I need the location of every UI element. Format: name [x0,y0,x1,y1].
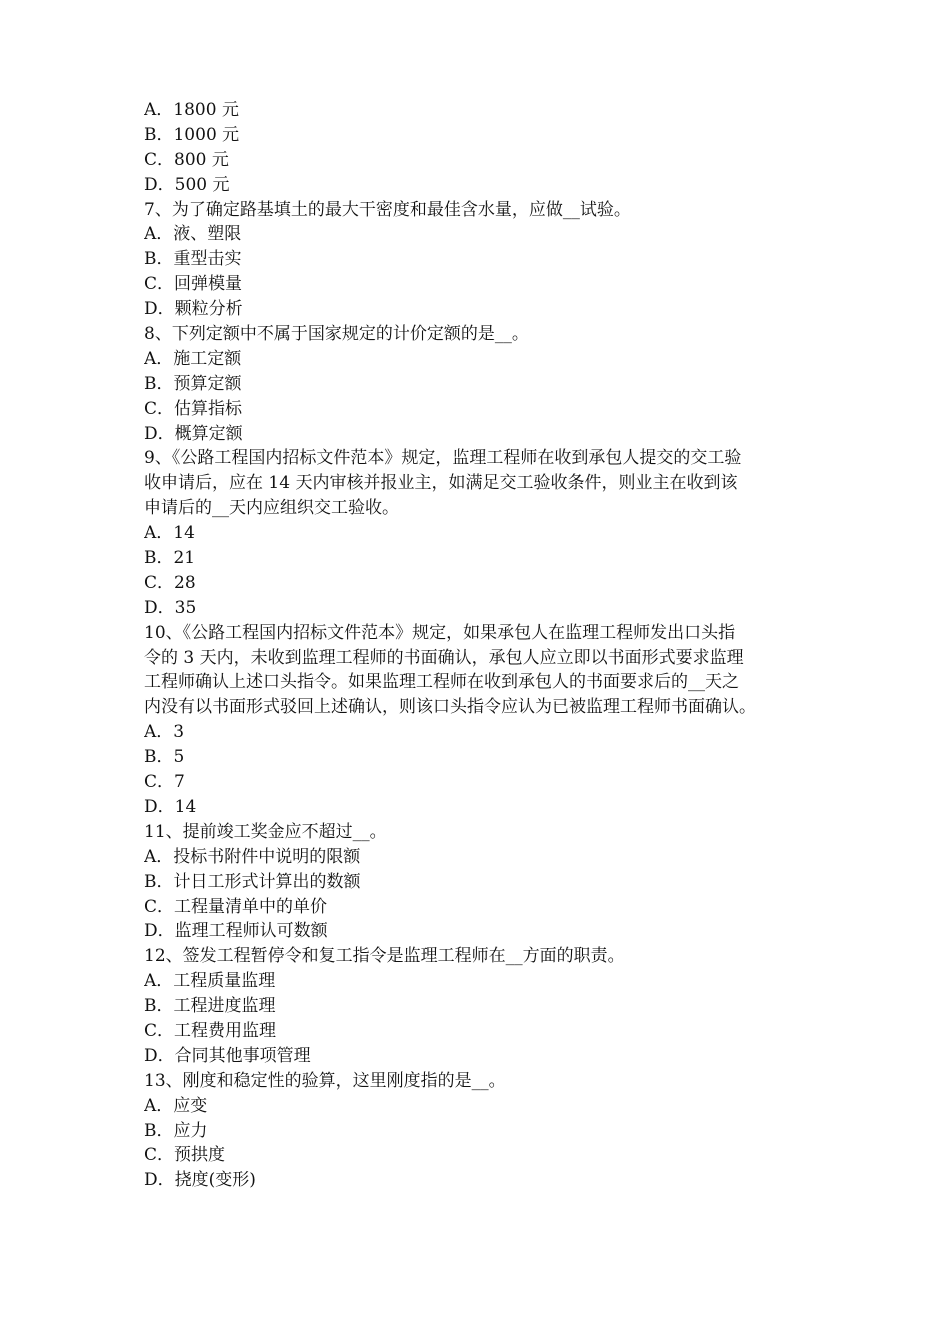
option-6d: D．500 元 [144,174,230,195]
option-12b: B．工程进度监理 [144,996,276,1017]
question-10-line-4: 内没有以书面形式驳回上述确认，则该口头指令应认为已被监理工程师书面确认。 [144,697,756,718]
question-12: 12、签发工程暂停令和复工指令是监理工程师在__方面的职责。 [144,946,625,967]
option-11c: C．工程量清单中的单价 [144,896,328,917]
question-10-line-1: 10、《公路工程国内招标文件范本》规定，如果承包人在监理工程师发出口头指 [144,622,736,643]
option-12c: C．工程费用监理 [144,1020,277,1041]
option-10c: C．7 [144,772,185,793]
option-6c: C．800 元 [144,149,229,170]
question-9-line-1: 9、《公路工程国内招标文件范本》规定，监理工程师在收到承包人提交的交工验 [144,448,742,469]
question-8: 8、下列定额中不属于国家规定的计价定额的是__。 [144,324,529,345]
document-page [144,98,824,1193]
option-8b: B．预算定额 [144,373,242,394]
option-8a: A．施工定额 [144,348,242,369]
question-9-line-2: 收申请后，应在 14 天内审核并报业主，如满足交工验收条件，则业主在收到该 [144,473,738,494]
option-13a: A．应变 [144,1095,208,1116]
option-13b: B．应力 [144,1120,208,1141]
option-13c: C．预拱度 [144,1145,226,1166]
option-11b: B．计日工形式计算出的数额 [144,871,361,892]
option-11d: D．监理工程师认可数额 [144,921,328,942]
option-9c: C．28 [144,572,196,593]
question-9-line-3: 申请后的__天内应组织交工验收。 [144,498,399,519]
option-12d: D．合同其他事项管理 [144,1045,311,1066]
option-9b: B．21 [144,548,196,569]
option-9a: A．14 [144,523,195,544]
option-7d: D．颗粒分析 [144,299,243,320]
option-6a: A．1800 元 [144,100,239,120]
question-7: 7、为了确定路基填土的最大干密度和最佳含水量，应做__试验。 [144,199,631,220]
option-10a: A．3 [144,722,185,743]
question-11: 11、提前竣工奖金应不超过__。 [144,821,387,842]
option-6b: B．1000 元 [144,124,240,145]
option-11a: A．投标书附件中说明的限额 [144,846,361,867]
option-13d: D．挠度(变形) [144,1170,256,1191]
option-7a: A．液、塑限 [144,224,242,245]
option-12a: A．工程质量监理 [144,971,276,992]
option-10b: B．5 [144,747,185,768]
option-8c: C．估算指标 [144,398,243,419]
question-10-line-2: 令的 3 天内，未收到监理工程师的书面确认，承包人应立即以书面形式要求监理 [144,647,744,668]
option-9d: D．35 [144,597,197,618]
option-10d: D．14 [144,796,197,817]
question-13: 13、刚度和稳定性的验算，这里刚度指的是__。 [144,1070,506,1091]
question-10-line-3: 工程师确认上述口头指令。如果监理工程师在收到承包人的书面要求后的__天之 [144,672,739,693]
option-8d: D．概算定额 [144,423,243,444]
option-7c: C．回弹模量 [144,274,243,295]
option-7b: B．重型击实 [144,249,242,270]
